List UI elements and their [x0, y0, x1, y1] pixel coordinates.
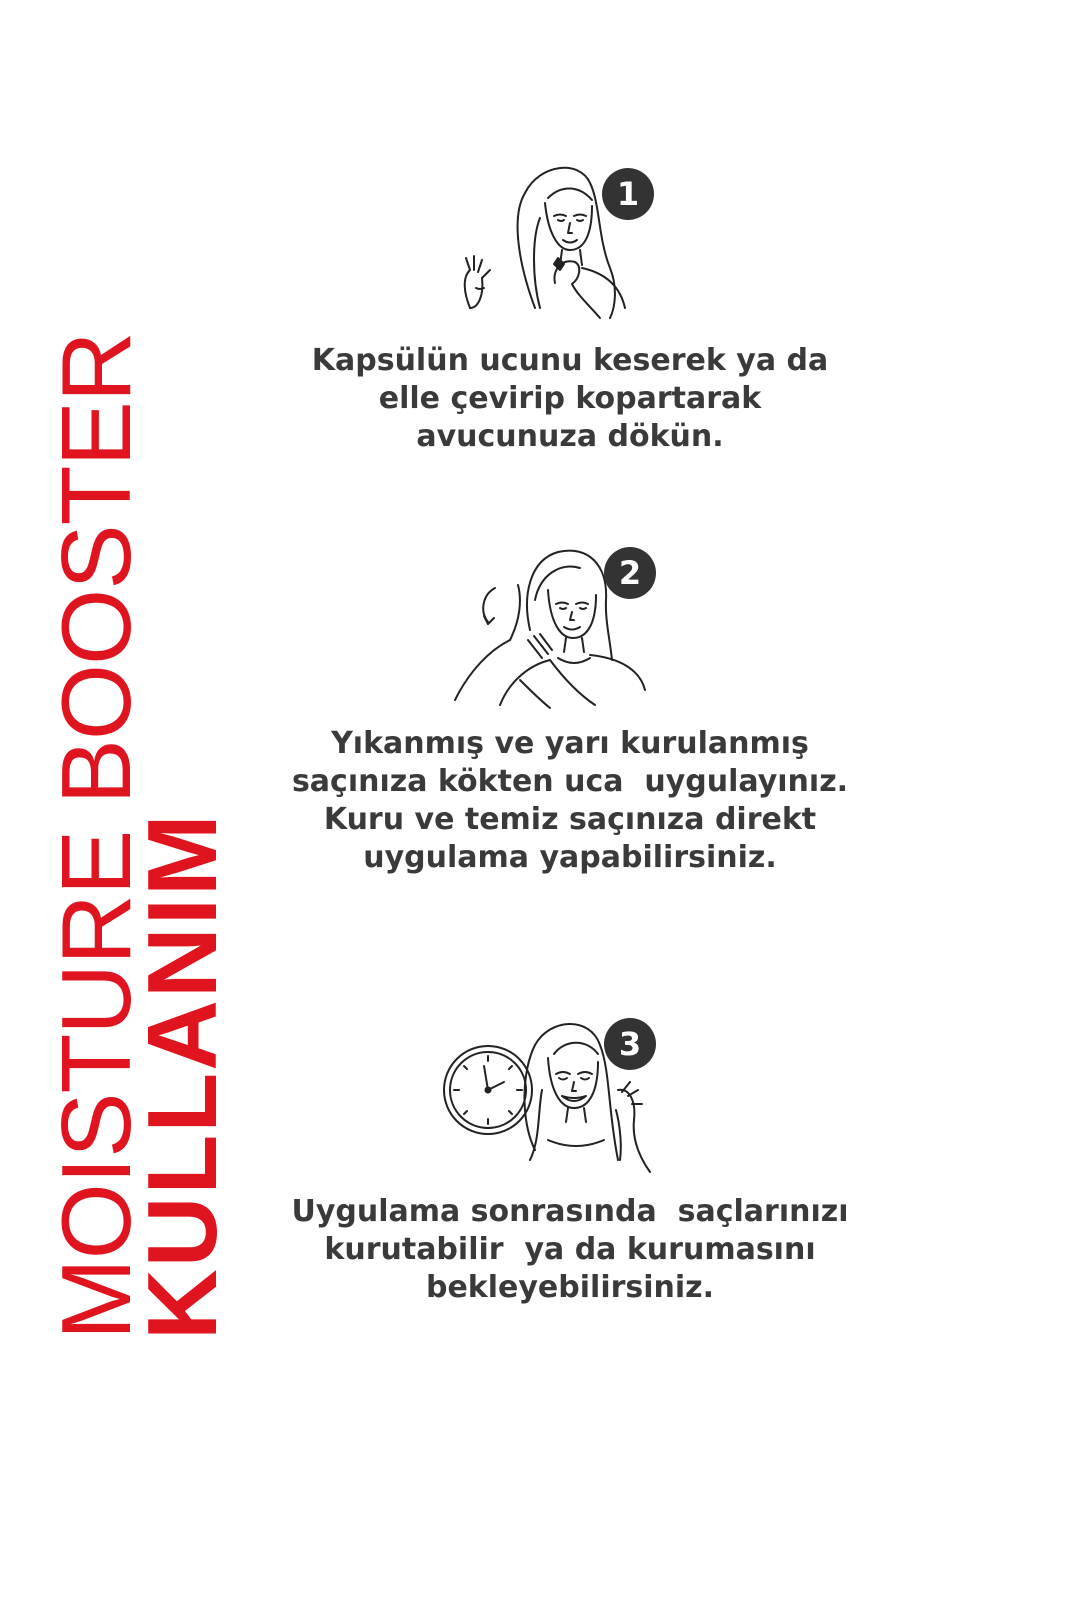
step-number-badge: 3: [604, 1018, 656, 1070]
step-number-badge: 1: [602, 168, 654, 220]
step-line: kurutabilir ya da kurumasını: [324, 1232, 816, 1267]
step-instruction: [270, 725, 870, 877]
vertical-title: [41, 0, 250, 1340]
step-line: Yıkanmış ve yarı kurulanmış: [331, 726, 809, 761]
woman-holding-capsule-icon: [440, 158, 720, 328]
title-usage: KULLANIM: [127, 812, 237, 1340]
step-instruction: [270, 342, 870, 456]
step-2: [270, 535, 870, 895]
step-3: [270, 1010, 870, 1330]
step-line: Kapsülün ucunu keserek ya da: [311, 343, 829, 378]
step-number-badge: 2: [604, 547, 656, 599]
step-line: Uygulama sonrasında saçlarınızı: [291, 1194, 849, 1229]
step-1: [270, 150, 870, 470]
step-instruction: [270, 1193, 870, 1307]
step-line: saçınıza kökten uca uygulayınız.: [291, 764, 849, 799]
woman-with-clock-icon: [440, 1010, 720, 1180]
step-line: avucunuza dökün.: [416, 419, 724, 454]
woman-applying-to-hair-icon: [440, 540, 720, 710]
step-line: Kuru ve temiz saçınıza direkt: [323, 802, 817, 837]
step-line: bekleyebilirsiniz.: [425, 1270, 715, 1305]
title-product-name: MOISTURE BOOSTER: [41, 332, 151, 1340]
step-line: elle çevirip kopartarak: [378, 381, 762, 416]
step-line: uygulama yapabilirsiniz.: [363, 840, 777, 875]
